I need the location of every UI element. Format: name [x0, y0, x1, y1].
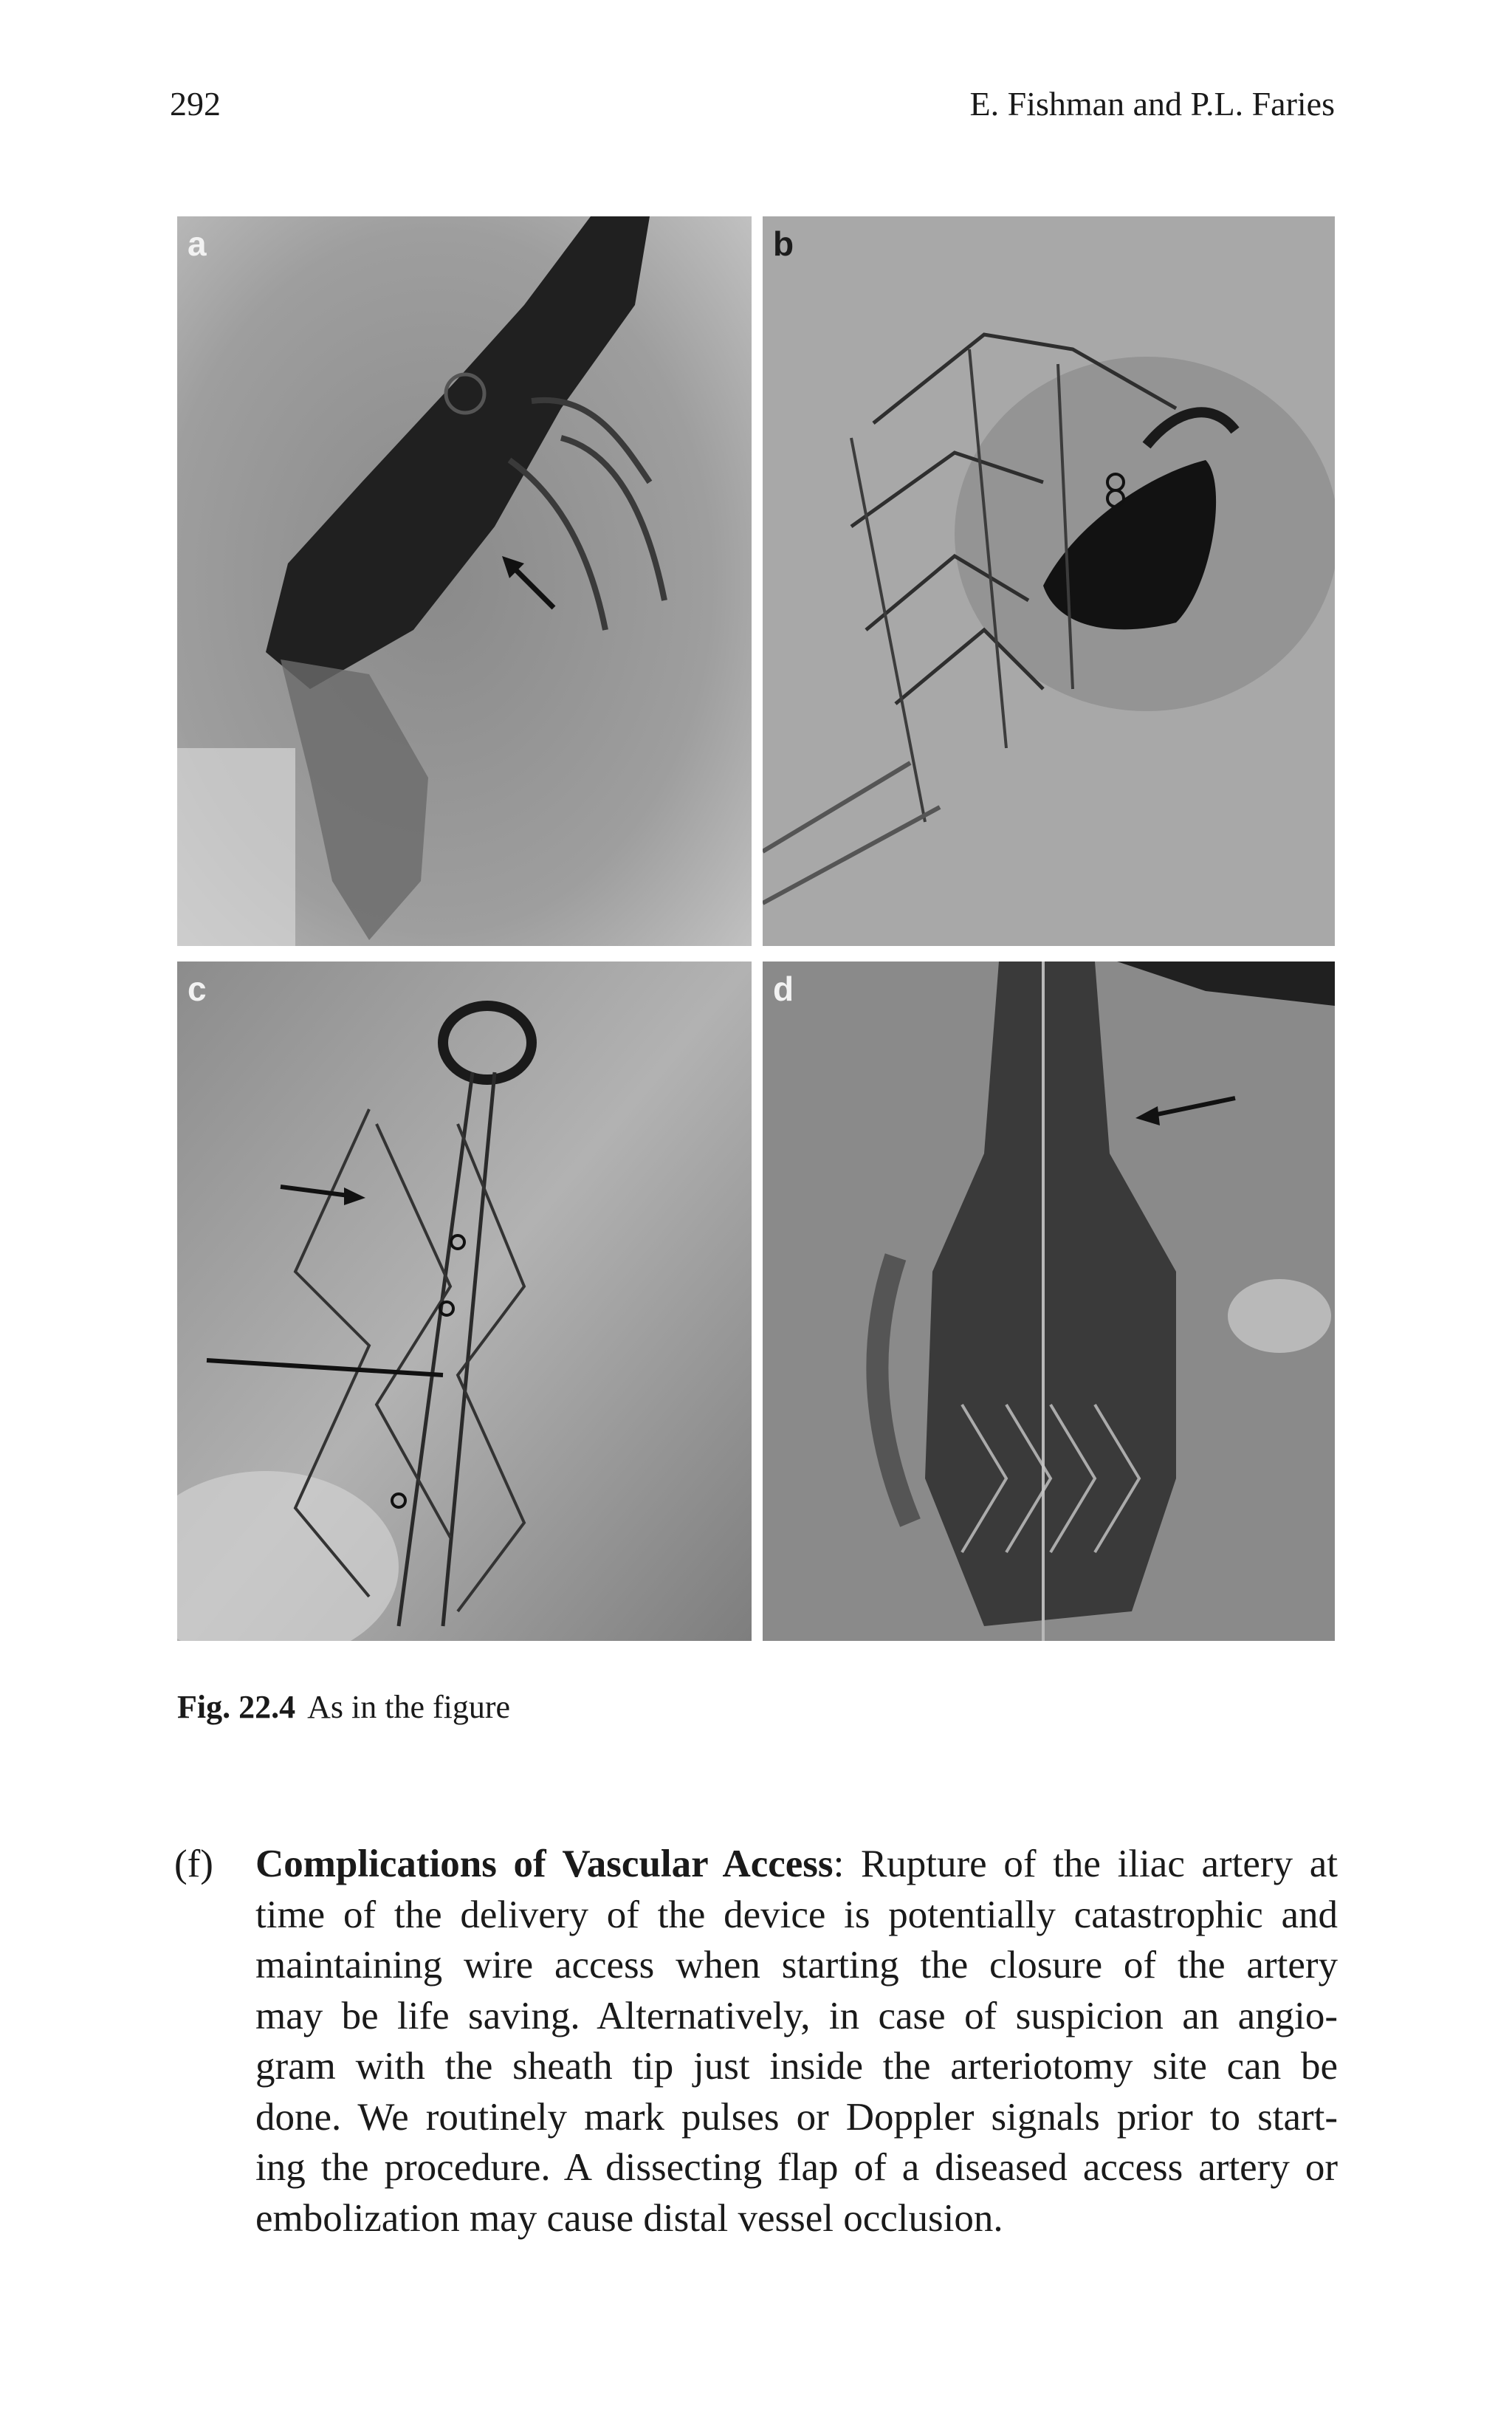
text-line: time of the delivery of the device is potentially catastrophic and — [255, 1893, 1338, 1936]
text-line: may be life saving. Alternatively, in case of suspicion an angio- — [255, 1994, 1338, 2037]
figure-panel-a — [177, 216, 752, 946]
text-line: embolization may cause distal vessel occlusion. — [255, 2196, 1003, 2240]
text-line: maintaining wire access when starting the closure of the artery — [255, 1944, 1338, 1987]
figure-caption — [177, 1688, 510, 1726]
running-head — [170, 87, 1335, 121]
figure-caption-text: As in the figure — [307, 1689, 511, 1725]
figure-panel-c — [177, 962, 752, 1641]
panel-label-c: c — [188, 970, 207, 1008]
figure-caption-label: Fig. 22.4 — [177, 1689, 296, 1725]
angiogram-image-c — [177, 962, 752, 1641]
text-line: ing the procedure. A dissecting flap of a diseased access artery or — [255, 2146, 1338, 2189]
figure-panel-b — [763, 216, 1335, 946]
text-line: done. We routinely mark pulses or Doppler signals prior to start- — [255, 2095, 1338, 2139]
angiogram-image-d — [763, 962, 1335, 1641]
figure-panel-d — [763, 962, 1335, 1641]
angiogram-image-b — [763, 216, 1335, 946]
list-item-f — [174, 1839, 1338, 2244]
list-item-marker: (f) — [174, 1843, 213, 1885]
angiogram-image-a — [177, 216, 752, 946]
text-line: gram with the sheath tip just inside the arteriotomy site can be — [255, 2045, 1338, 2088]
list-item-text — [255, 1839, 1338, 2244]
page-number: 292 — [170, 85, 221, 123]
panel-label-d: d — [773, 970, 794, 1008]
figure-22-4 — [177, 216, 1335, 1641]
panel-label-a: a — [188, 224, 207, 263]
item-heading: Complications of Vascular Access — [255, 1843, 834, 1885]
panel-label-b: b — [773, 224, 794, 263]
running-head-authors: E. Fishman and P.L. Faries — [969, 85, 1335, 123]
item-line-1: : Rupture of the iliac artery at — [833, 1843, 1338, 1885]
text-line — [255, 1839, 1338, 1890]
